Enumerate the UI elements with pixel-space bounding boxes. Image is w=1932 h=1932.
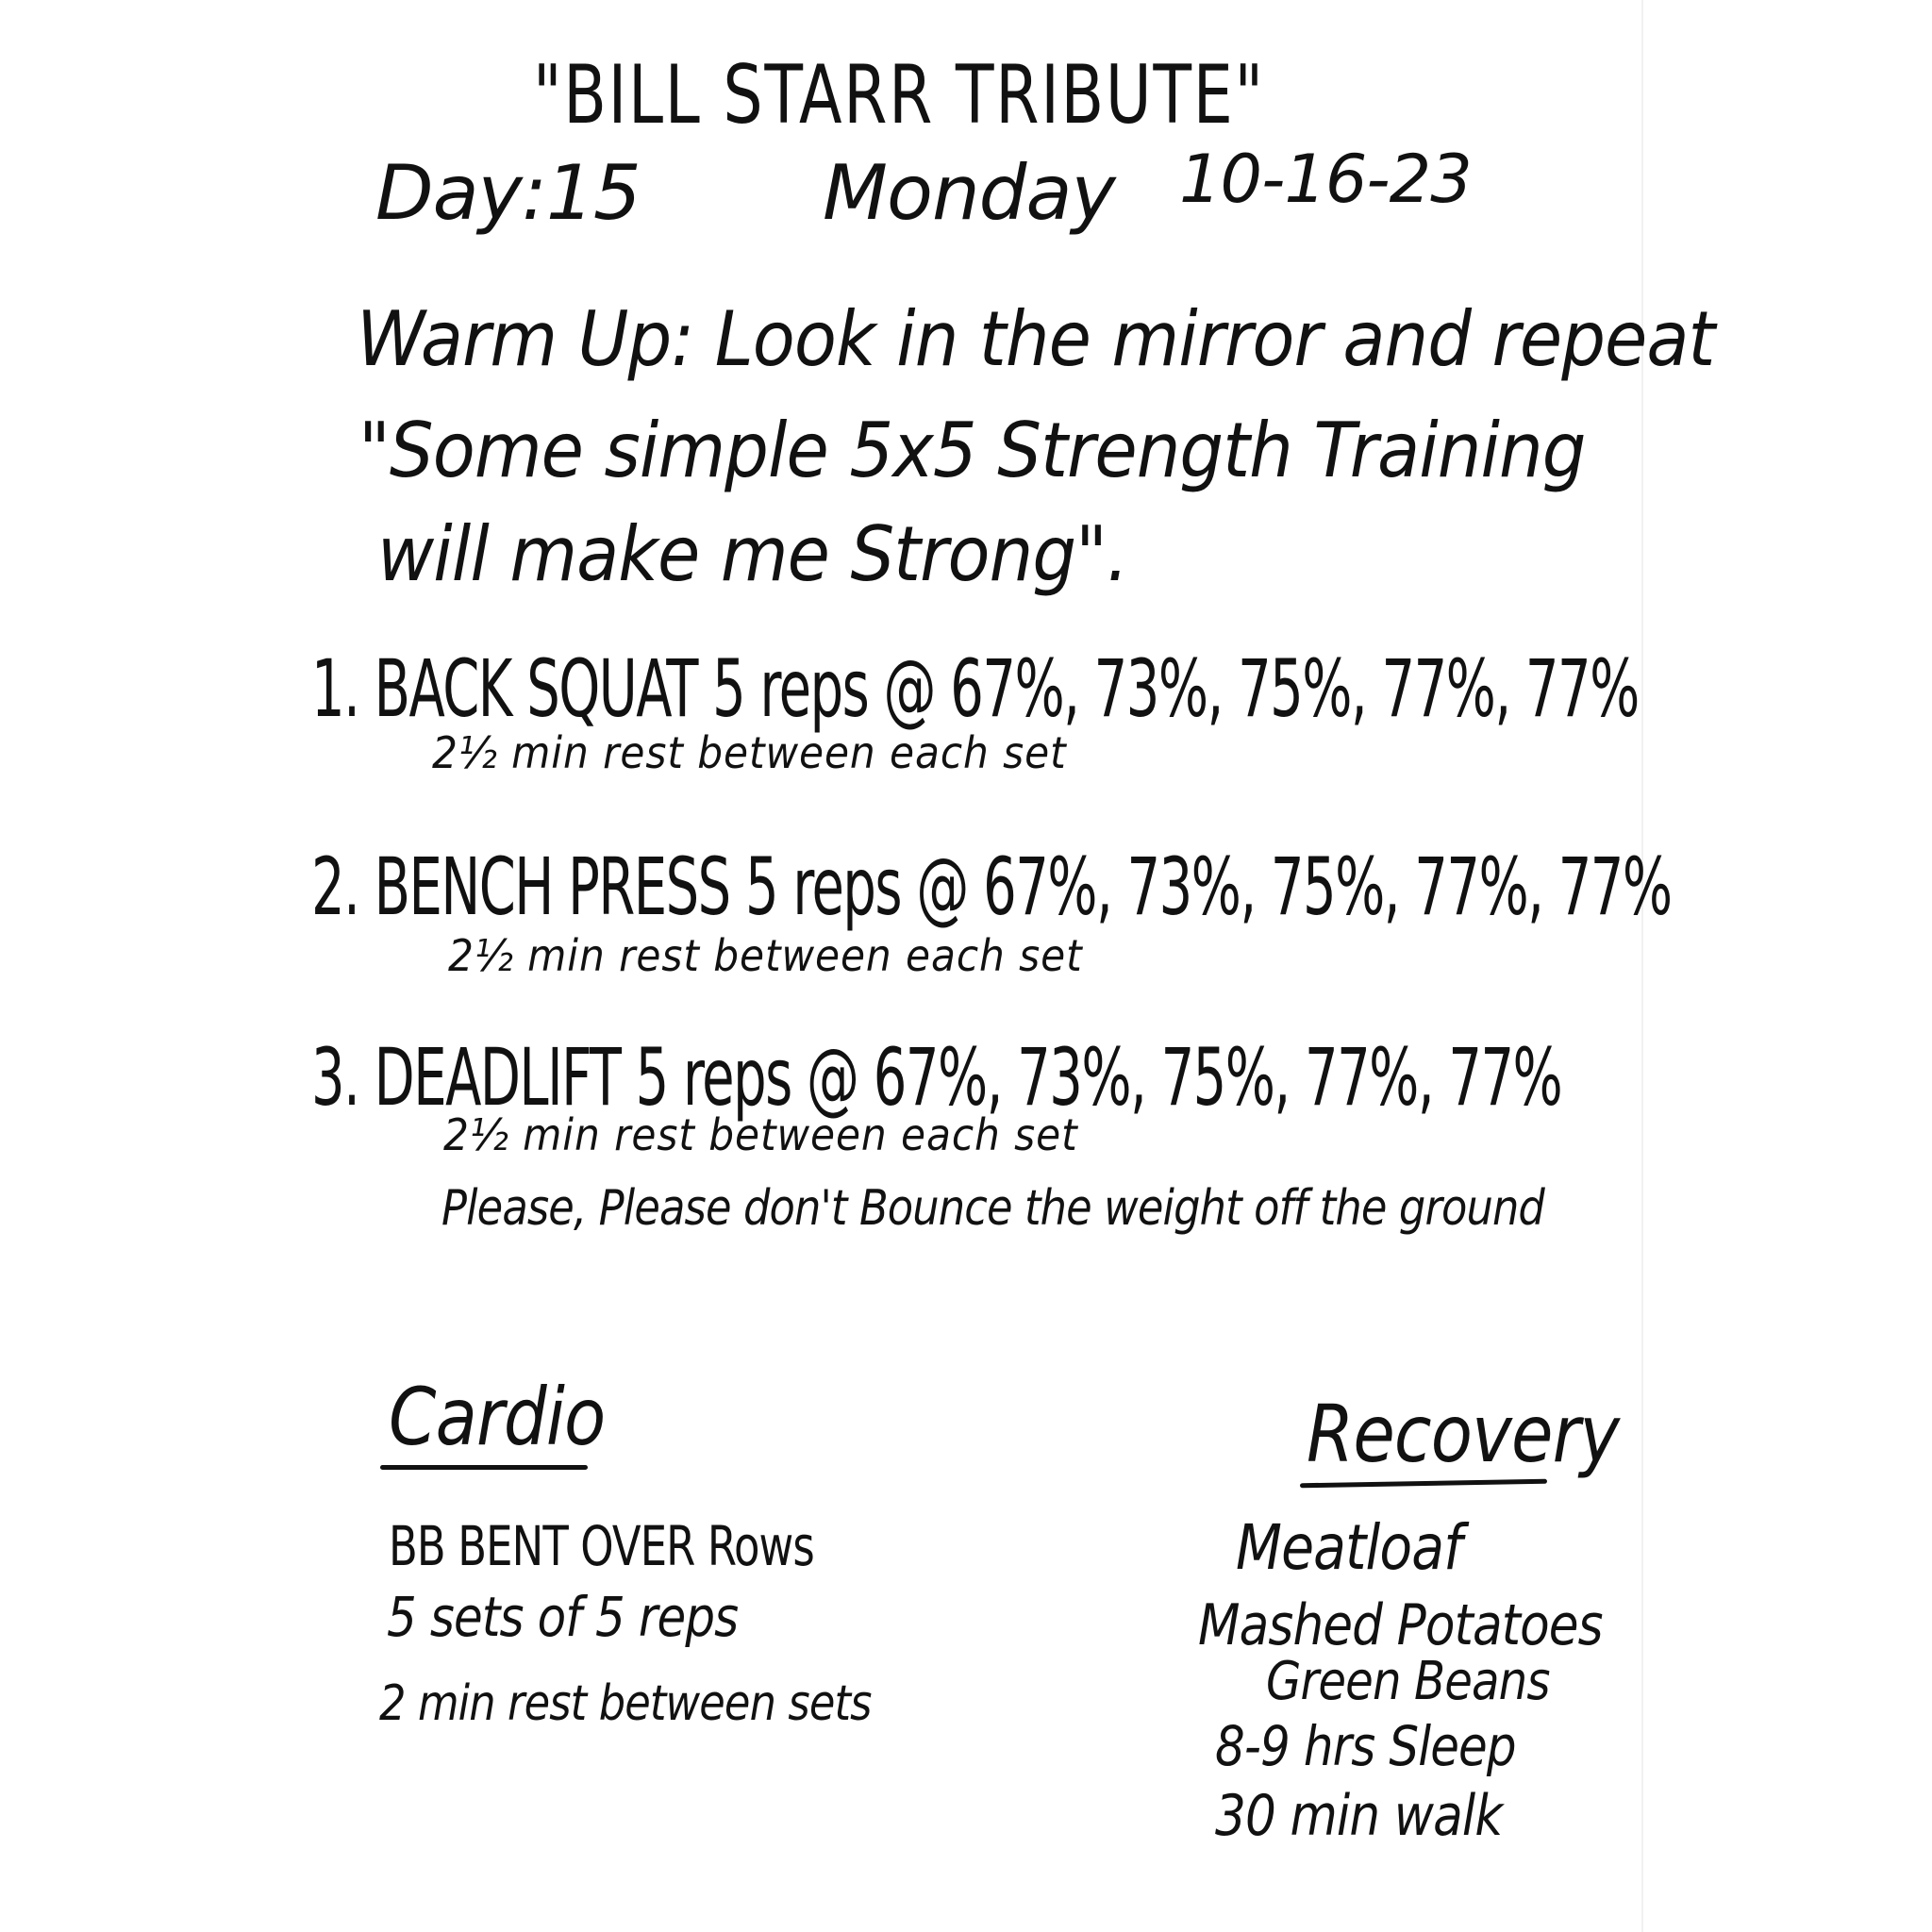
warmup-line-2: "Some simple 5x5 Strength Training: [358, 407, 1586, 494]
exercise-back-squat-rest: 2½ min rest between each set: [432, 727, 1067, 778]
recovery-line-3: Green Beans: [1266, 1651, 1550, 1712]
cardio-line-1: BB BENT OVER Rows: [389, 1514, 814, 1578]
date: 10-16-23: [1179, 141, 1472, 218]
recovery-line-2: Mashed Potatoes: [1198, 1592, 1603, 1658]
warmup-line-1: Warm Up: Look in the mirror and repeat: [357, 295, 1715, 383]
warmup-line-3: will make me Strong".: [377, 510, 1128, 598]
recovery-line-5: 30 min walk: [1215, 1783, 1503, 1849]
exercise-deadlift-rest: 2½ min rest between each set: [443, 1109, 1078, 1160]
weekday: Monday: [823, 149, 1115, 237]
cardio-heading: Cardio: [389, 1371, 606, 1463]
page-title: "BILL STARR TRIBUTE": [533, 48, 1265, 142]
recovery-line-1: Meatloaf: [1236, 1511, 1462, 1584]
exercise-deadlift: 3. DEADLIFT 5 reps @ 67%, 73%, 75%, 77%, 77%: [311, 1031, 1562, 1124]
exercise-bench-press: 2. BENCH PRESS 5 reps @ 67%, 73%, 75%, 77%, 77%: [311, 841, 1672, 933]
exercise-back-squat: 1. BACK SQUAT 5 reps @ 67%, 73%, 75%, 77%, 77%: [311, 642, 1639, 735]
recovery-line-4: 8-9 hrs Sleep: [1215, 1714, 1516, 1778]
recovery-heading-underline: [1300, 1479, 1547, 1489]
paper-edge: [1641, 0, 1643, 1932]
day-number: Day:15: [375, 149, 641, 237]
cardio-heading-underline: [380, 1465, 588, 1470]
cardio-line-3: 2 min rest between sets: [379, 1675, 872, 1732]
cardio-line-2: 5 sets of 5 reps: [387, 1585, 739, 1649]
exercise-deadlift-note: Please, Please don't Bounce the weight off the ground: [441, 1180, 1544, 1237]
exercise-bench-press-rest: 2½ min rest between each set: [448, 930, 1083, 981]
recovery-heading: Recovery: [1307, 1388, 1620, 1480]
